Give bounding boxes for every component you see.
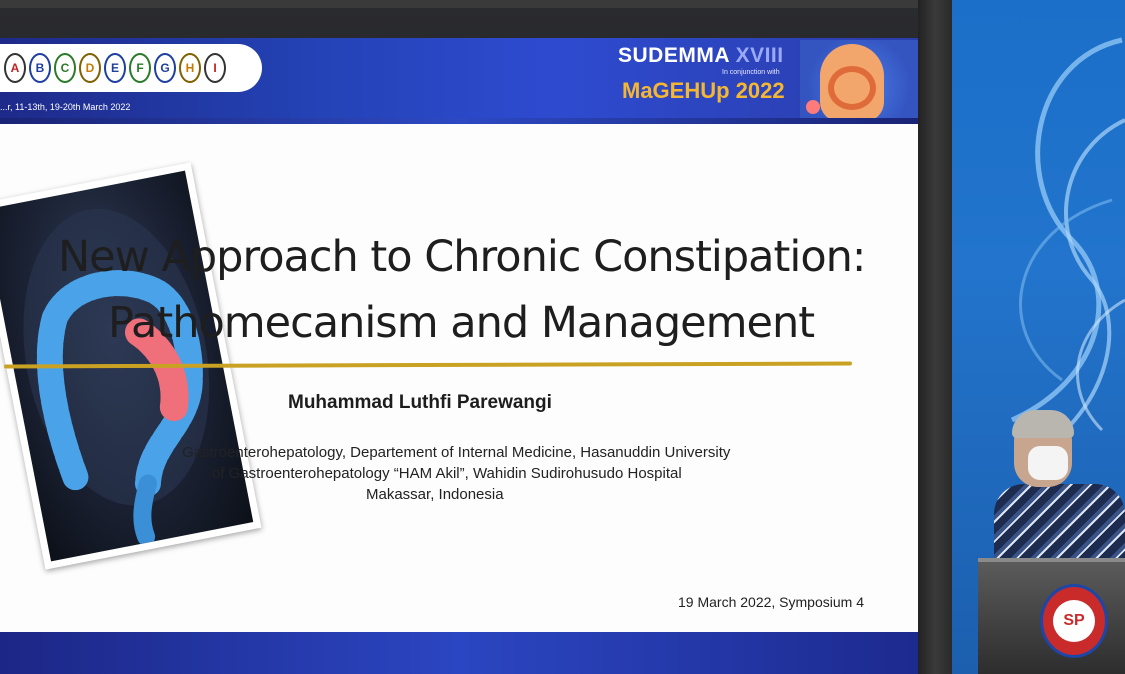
second-event-name: MaGEHUp 2022 xyxy=(622,78,785,103)
event-name-text: SUDEMMA xyxy=(618,44,730,67)
sponsor-logo-icon: D xyxy=(79,53,101,83)
conjunction-text: In conjunction with xyxy=(722,69,780,76)
sponsor-logo-icon: B xyxy=(29,53,51,83)
screen-right-bezel xyxy=(918,0,952,674)
affiliation-line2: of Gastroenterohepatology “HAM Akil”, Wahidin Sudirohusudo Hospital xyxy=(212,465,682,482)
sponsor-logo-strip xyxy=(0,44,262,92)
speaker-hair xyxy=(1012,410,1074,438)
sponsor-logo-icon: A xyxy=(4,53,26,83)
affiliation-line3: Makassar, Indonesia xyxy=(366,486,504,503)
event-name xyxy=(618,44,784,68)
slide-footer-bar xyxy=(0,632,918,674)
society-emblem-icon xyxy=(1040,584,1108,658)
intestine-illustration xyxy=(828,66,876,110)
event-dates: ...r, 11-13th, 19-20th March 2022 xyxy=(0,102,131,112)
sponsor-logo-icon: C xyxy=(54,53,76,83)
sponsor-logo-icon: F xyxy=(129,53,151,83)
author-name: Muhammad Luthfi Parewangi xyxy=(288,392,552,413)
event-edition: XVIII xyxy=(735,44,784,67)
session-date: 19 March 2022, Symposium 4 xyxy=(678,594,864,610)
emblem-center: SP xyxy=(1053,600,1095,642)
slide-title xyxy=(58,224,866,356)
sponsor-logo-icon: H xyxy=(179,53,201,83)
affiliation xyxy=(182,442,802,505)
slide-title-line1: New Approach to Chronic Constipation: xyxy=(58,232,866,282)
sponsor-logo-icon: I xyxy=(204,53,226,83)
decorative-dot xyxy=(806,100,820,114)
presentation-slide xyxy=(0,38,918,674)
face-mask xyxy=(1028,446,1068,480)
affiliation-line1: Gastroenterohepatology, Departement of Internal Medicine, Hasanuddin University xyxy=(182,444,731,461)
slide-title-line2: Pathomecanism and Management xyxy=(108,298,815,348)
slide-banner xyxy=(0,38,918,124)
sponsor-logo-icon: E xyxy=(104,53,126,83)
sponsor-logo-icon: G xyxy=(154,53,176,83)
